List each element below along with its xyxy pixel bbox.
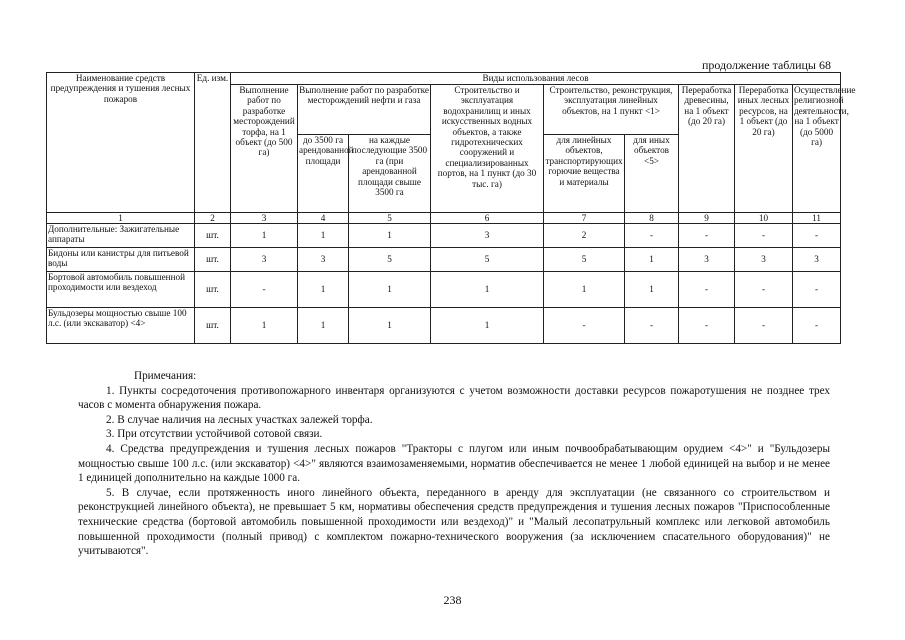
row-value: 3 <box>679 248 735 272</box>
row-value: 5 <box>544 248 625 272</box>
row-value: - <box>679 224 735 248</box>
col-num: 11 <box>793 213 841 224</box>
row-value: 1 <box>231 224 298 248</box>
row-name: Дополнительные: Зажигательные аппараты <box>47 224 195 248</box>
header-name: Наименование средств предупреждения и тушения лесных пожаров <box>47 73 195 213</box>
header-unit: Ед. изм. <box>195 73 231 213</box>
column-numbers-row <box>47 213 841 224</box>
note-item: 5. В случае, если протяженность иного линейного объекта, переданного в аренду для эксплуатации (не связанного со строительством и реконструкцией линейного объекта), не превышает 5 км, нормативы обеспечения средств предупреждения и тушения лесных пожаров "Приспособленные технические средства (бортовой автомобиль повышенной проходимости или вездеход)" и "Малый лесопатрульный комплекс или легковой автомобиль повышенной проходимости (полный привод) с комплектом пожарно-технического вооружения (за исключением спасательного оборудования)" не учитываются". <box>78 486 830 558</box>
row-value: 1 <box>349 308 431 344</box>
col-num: 3 <box>231 213 298 224</box>
row-value: 1 <box>298 272 349 308</box>
col-num: 10 <box>735 213 793 224</box>
header-oil-sub-b: на каждые последующие 3500 га (при арендованной площади свыше 3500 га <box>349 135 431 213</box>
row-value: 3 <box>298 248 349 272</box>
row-value: 1 <box>298 308 349 344</box>
header-group: Виды использования лесов <box>231 73 841 85</box>
table-row <box>47 248 841 272</box>
header-linear-sub-b: для иных объектов <5> <box>625 135 679 213</box>
row-value: - <box>544 308 625 344</box>
row-value: 3 <box>431 224 544 248</box>
row-value: - <box>679 308 735 344</box>
row-value: - <box>735 224 793 248</box>
row-value: - <box>231 272 298 308</box>
page-number: 238 <box>443 593 462 607</box>
header-linear-sub-a: для линейных объектов, транспортирующих горючие вещества и материалы <box>544 135 625 213</box>
row-value: 5 <box>349 248 431 272</box>
row-unit: шт. <box>195 224 231 248</box>
col-num: 6 <box>431 213 544 224</box>
row-value: - <box>793 224 841 248</box>
row-value: 1 <box>231 308 298 344</box>
row-value: 3 <box>231 248 298 272</box>
row-value: - <box>625 224 679 248</box>
col-num: 1 <box>47 213 195 224</box>
forest-fire-equipment-table <box>46 72 856 344</box>
col-num: 8 <box>625 213 679 224</box>
header-other-resources: Переработка иных лесных ресурсов, на 1 объект (до 20 га) <box>735 85 793 213</box>
table-row <box>47 272 841 308</box>
header-peat: Выполнение работ по разработке месторождений торфа, на 1 объект (до 500 га) <box>231 85 298 213</box>
row-unit: шт. <box>195 248 231 272</box>
row-value: 1 <box>544 272 625 308</box>
col-num: 4 <box>298 213 349 224</box>
notes-section <box>78 369 830 559</box>
row-unit: шт. <box>195 308 231 344</box>
col-num: 5 <box>349 213 431 224</box>
row-value: 1 <box>625 272 679 308</box>
header-linear: Строительство, реконструкция, эксплуатация линейных объектов, на 1 пункт <1> <box>544 85 679 135</box>
row-unit: шт. <box>195 272 231 308</box>
note-item: 4. Средства предупреждения и тушения лесных пожаров "Тракторы с плугом или иным почвообрабатывающим орудием <4>" и "Бульдозеры мощностью свыше 100 л.с. (или экскаватор) <4>" являются взаимозаменяемыми, норматив обеспечивается не менее 1 любой единицей на выбор и не менее 1 единицей дополнительно на каждые 1000 га. <box>78 442 830 485</box>
header-water: Строительство и эксплуатация водохранилищ и иных искусственных водных объектов, а также гидротехнических сооружений и специализированных портов, на 1 пункт (до 30 тыс. га) <box>431 85 544 213</box>
header-oil-sub-a: до 3500 га арендованной площади <box>298 135 349 213</box>
row-value: 1 <box>349 224 431 248</box>
row-name: Бортовой автомобиль повышенной проходимости или вездеход <box>47 272 195 308</box>
note-item: 1. Пункты сосредоточения противопожарного инвентаря организуются с учетом возможности доставки ресурсов пожаротушения не позднее трех часов с момента обнаружения пожара. <box>78 384 830 412</box>
row-value: 1 <box>625 248 679 272</box>
row-value: 5 <box>431 248 544 272</box>
row-name: Бульдозеры мощностью свыше 100 л.с. (или экскаватор) <4> <box>47 308 195 344</box>
header-oil: Выполнение работ по разработке месторождений нефти и газа <box>298 85 431 135</box>
row-value: 1 <box>298 224 349 248</box>
row-value: 1 <box>349 272 431 308</box>
table-row <box>47 224 841 248</box>
col-num: 9 <box>679 213 735 224</box>
row-value: - <box>735 272 793 308</box>
row-value: - <box>625 308 679 344</box>
row-value: 3 <box>793 248 841 272</box>
notes-title: Примечания: <box>134 370 197 382</box>
header-religious: Осуществление религиозной деятельности, на 1 объект (до 5000 га) <box>793 85 841 213</box>
row-value: 1 <box>431 308 544 344</box>
continuation-label: продолжение таблицы 68 <box>701 58 831 72</box>
row-value: 3 <box>735 248 793 272</box>
row-value: - <box>793 308 841 344</box>
col-num: 2 <box>195 213 231 224</box>
row-value: 2 <box>544 224 625 248</box>
row-value: 1 <box>431 272 544 308</box>
row-value: - <box>793 272 841 308</box>
row-value: - <box>735 308 793 344</box>
row-name: Бидоны или канистры для питьевой воды <box>47 248 195 272</box>
note-item: 2. В случае наличия на лесных участках залежей торфа. <box>106 413 373 426</box>
header-wood: Переработка древесины, на 1 объект (до 20 га) <box>679 85 735 213</box>
row-value: - <box>679 272 735 308</box>
note-item: 3. При отсутствии устойчивой сотовой связи. <box>106 428 323 441</box>
table-row <box>47 308 841 344</box>
col-num: 7 <box>544 213 625 224</box>
